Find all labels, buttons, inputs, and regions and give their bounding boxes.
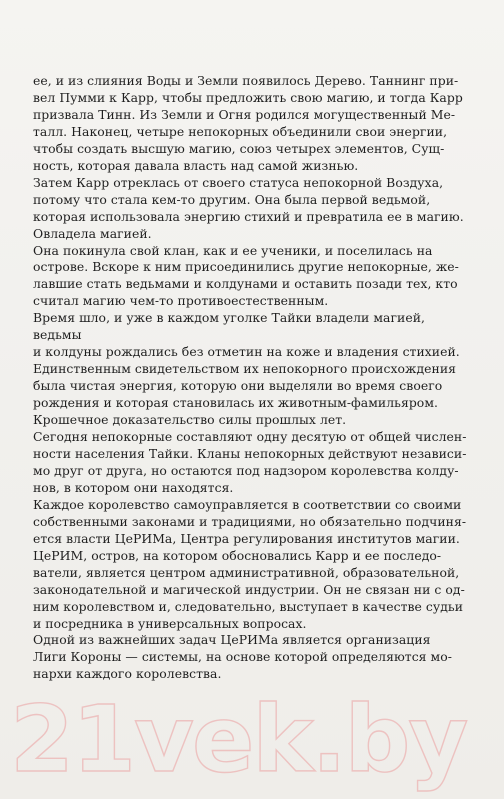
paragraph-5: Сегодня непокорные составляют одну десятую от общей числен- ности населения Тайки. Кланы непокорных действуют независи- мо друг от друга, но остаются под надзором королевства колду- нов, в котором они находятся.	[33, 429, 467, 495]
paragraph-6: Каждое королевство самоуправляется в соответствии со своими собственными законами и традициями, но обязательно подчиня- ется власти ЦеРИМа, Центра регулирования институтов магии. ЦеРИМ, остров, на котором обосновались Карр и ее последо- ватели, является центром административной, образовательной, законодательной и магической индустрии. Он не связан ни с од- ним королевством и, следовательно, выступает в качестве судьи и посредника в универсальных вопросах.	[33, 496, 467, 631]
paragraph-7: Одной из важнейших задач ЦеРИМа является организация Лиги Короны — системы, на основе которой определяются мо- нархи каждого королевства.	[33, 632, 452, 682]
paragraph-4: Время шло, и уже в каждом уголке Тайки владели магией, ведьмы и колдуны рождались без отметин на коже и владения стихией. Единственным свидетельством их непокорного происхождения была чистая энергия, которую они выделяли во время своего рождения и которая становилась их животным-фамильяром. Крошечное доказательство силы прошлых лет.	[33, 310, 460, 428]
watermark: 21vek.by	[10, 686, 467, 793]
body-text	[33, 73, 471, 683]
paragraph-1: ее, и из слияния Воды и Земли появилось Дерево. Таннинг при- вел Пумми к Карр, чтобы предложить свою магию, и тогда Карр призвала Тинн. Из Земли и Огня родился могущественный Ме- талл. Наконец, четыре непокорных объединили свои энергии, чтобы создать высшую магию, союз четырех элементов, Сущ- ность, которая давала власть над самой жизнью.	[33, 73, 463, 173]
paragraph-3: Она покинула свой клан, как и ее ученики, и поселилась на острове. Вскоре к ним присоединились другие непокорные, же- лавшие стать ведьмами и колдунами и оставить позади тех, кто считал магию чем-то противоестественным.	[33, 242, 459, 309]
paragraph-2: Затем Карр отреклась от своего статуса непокорной Воздуха, потому что стала кем-то другим. Она была первой ведьмой, которая использовала энергию стихий и превратила ее в магию. Овладела магией.	[33, 174, 464, 241]
